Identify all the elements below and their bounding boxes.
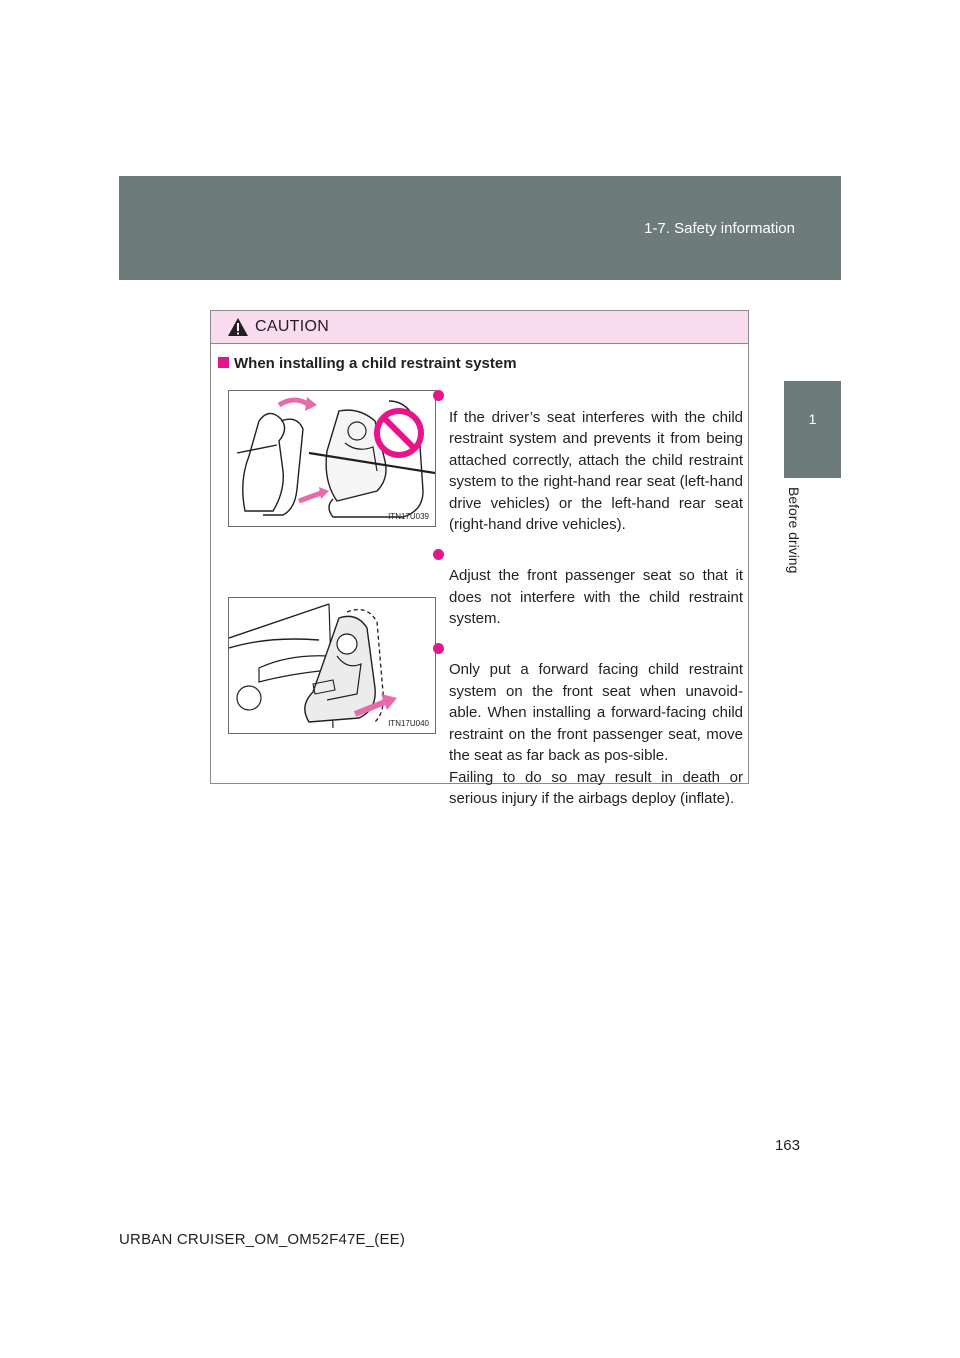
figure-seat-interference	[228, 390, 436, 527]
footer-document-code: URBAN CRUISER_OM_OM52F47E_(EE)	[119, 1231, 406, 1248]
bullet-text: Adjust the front passenger seat so that it does not interfere with the child restraint system.	[449, 567, 743, 627]
caution-label: CAUTION	[255, 318, 330, 335]
figure-forward-facing-seat	[228, 597, 436, 734]
list-item	[433, 385, 743, 536]
chapter-label: Before driving	[786, 487, 802, 574]
caution-header	[211, 311, 748, 344]
circle-bullet-icon	[433, 549, 444, 560]
page-number: 163	[774, 1137, 800, 1154]
figure-code: ITN17U039	[388, 512, 429, 521]
subheading-text: When installing a child restraint system	[234, 355, 517, 372]
bullet-text: Only put a forward facing child restraint system on the front seat when unavoid-able. When installing a forward-facing child restraint on the front passenger seat, move the seat as far back as pos-sible. Failing to do so may result in death or serious injury if the airbags deploy (inflate).	[449, 661, 743, 807]
circle-bullet-icon	[433, 390, 444, 401]
list-item	[433, 544, 743, 630]
chapter-tab	[784, 381, 841, 478]
caution-box	[210, 310, 749, 807]
circle-bullet-icon	[433, 643, 444, 654]
caution-subheading	[218, 355, 517, 372]
child-seat-interference-prohibited-illustration	[229, 391, 435, 526]
list-item	[433, 638, 743, 810]
caution-bullets	[433, 385, 743, 818]
forward-facing-child-seat-illustration	[229, 598, 435, 733]
figure-code: ITN17U040	[388, 719, 429, 728]
warning-triangle-icon	[227, 317, 249, 337]
section-title: 1-7. Safety information	[644, 220, 795, 237]
header-band	[119, 176, 841, 280]
chapter-number: 1	[808, 411, 817, 427]
square-bullet-icon	[218, 357, 229, 368]
bullet-text: If the driver’s seat interferes with the child restraint system and prevents it from being attached correctly, attach the child restraint system to the right-hand rear seat (left-hand drive vehicles) or the left-hand rear seat (right-hand drive vehicles).	[449, 408, 743, 533]
